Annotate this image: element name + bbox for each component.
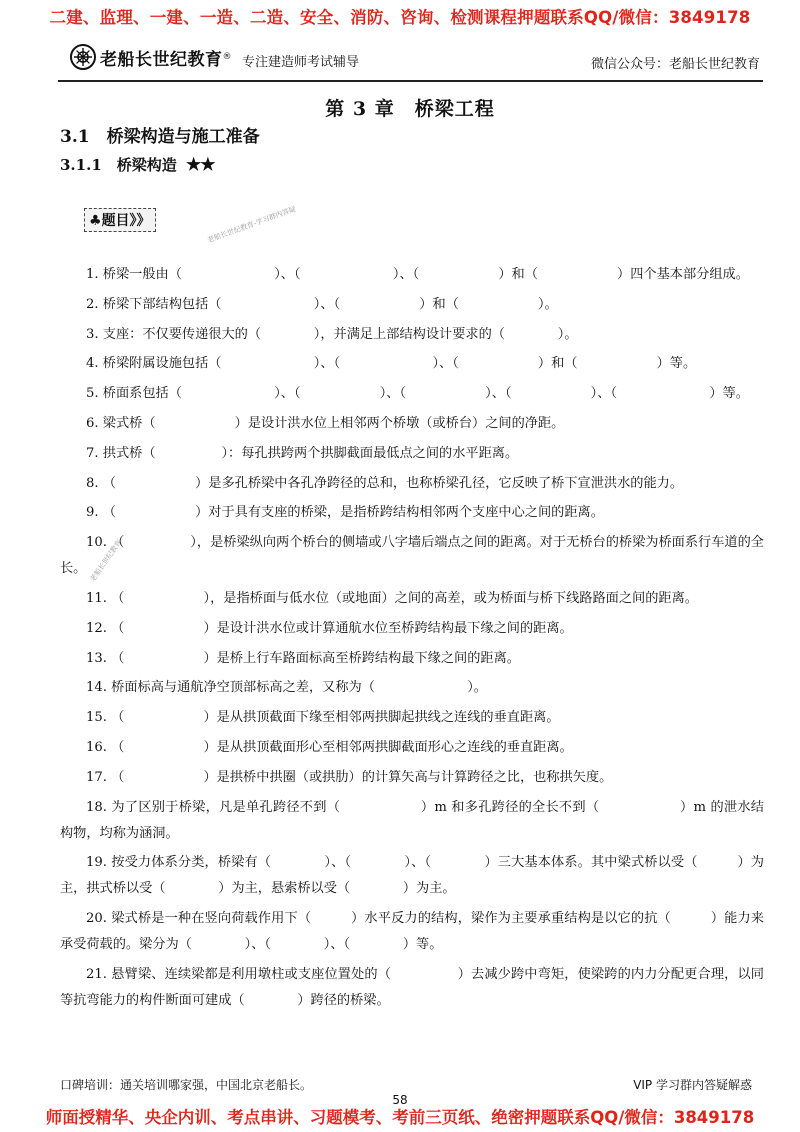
wechat-account: 微信公众号：老船长世纪教育 [590,57,760,72]
question-item: 3. 支座：不仅要传递很大的（ ），并满足上部结构设计要求的（ ）。 [86,326,578,342]
watermark: 老船长世纪教育-学习群内答疑 [206,204,297,245]
importance-stars: ★★ [186,155,215,175]
brand-logo [70,44,232,70]
top-banner: 二建、监理、一建、一造、二造、安全、消防、咨询、检测课程押题联系QQ/微信：3849178 [49,8,751,27]
question-item: 6. 梁式桥（ ）是设计洪水位上相邻两个桥墩（或桥台）之间的净距。 [86,415,565,431]
question-item: 2. 桥梁下部结构包括（ ）、（ ）和（ ）。 [86,296,558,312]
question-item: 1. 桥梁一般由（ ）、（ ）、（ ）和（ ）四个基本部分组成。 [86,267,749,282]
registered-mark: ® [222,52,232,62]
footer-slogan: 口碑培训：通关培训哪家强，中国北京老船长。 [60,1078,313,1092]
question-item: 21. 悬臂梁、连续梁都是利用墩柱或支座位置处的（ ）去减少跨中弯矩，使梁跨的内力分配更合理，以同等抗弯能力的构件断面可建成（ ）跨径的桥梁。 [60,966,764,1008]
tag-icon: ♣ [89,213,102,229]
question-item: 7. 拱式桥（ ）：每孔拱跨两个拱脚截面最低点之间的水平距离。 [86,445,519,461]
question-item: 19. 按受力体系分类，桥梁有（ ）、（ ）、（ ）三大基本体系。其中梁式桥以受（ ）为主，拱式桥以受（ ）为主，悬索桥以受（ ）为主。 [60,855,764,897]
question-tag [84,208,156,232]
question-item: 4. 桥梁附属设施包括（ ）、（ ）、（ ）和（ ）等。 [86,356,697,372]
section-title: 3.1 桥梁构造与施工准备 [60,127,260,147]
page-number: 58 [392,1093,408,1107]
header-divider [58,80,763,82]
header-slogan: 专注建造师考试辅导 [242,55,360,70]
question-item: 5. 桥面系包括（ ）、（ ）、（ ）、（ ）、（ ）等。 [86,386,749,402]
bottom-banner: 师面授精华、央企内训、考点串讲、习题模考、考前三页纸、绝密押题联系QQ/微信：3849178 [45,1108,755,1127]
question-item: 15. （ ）是从拱顶截面下缘至相邻两拱脚起拱线之连线的垂直距离。 [86,710,560,726]
side-watermark: 老船长世纪教育 [88,538,124,584]
page-header [70,44,760,76]
logo-text: 老船长世纪教育 [100,49,223,70]
question-item: 10. （ ），是桥梁纵向两个桥台的侧墙或八字墙后端点之间的距离。对于无桥台的桥梁为桥面系行车道的全长。 [60,535,764,577]
question-item: 11. （ ），是指桥面与低水位（或地面）之间的高差，或为桥面与桥下线路路面之间的距离。 [86,590,698,606]
chapter-title: 第 3 章 桥梁工程 [325,98,495,120]
question-item: 8. （ ）是多孔桥梁中各孔净跨径的总和，也称桥梁孔径，它反映了桥下宣泄洪水的能力。 [86,475,684,491]
question-item: 9. （ ）对于具有支座的桥梁，是指桥跨结构相邻两个支座中心之间的距离。 [86,505,604,521]
question-item: 20. 梁式桥是一种在竖向荷载作用下（ ）水平反力的结构，梁作为主要承重结构是以它的抗（ ）能力来承受荷载的。梁分为（ ）、（ ）、（ ）等。 [60,911,764,953]
footer-note: VIP 学习群内答疑解惑 [633,1078,752,1092]
ship-wheel-icon [70,44,96,70]
question-item: 17. （ ）是拱桥中拱圈（或拱肋）的计算矢高与计算跨径之比，也称拱矢度。 [86,769,613,785]
question-item: 18. 为了区别于桥梁，凡是单孔跨径不到（ ）m 和多孔跨径的全长不到（ ）m 的泄水结构物，均称为涵洞。 [60,799,764,841]
question-item: 12. （ ）是设计洪水位或计算通航水位至桥跨结构最下缘之间的距离。 [86,620,573,636]
question-list [60,262,764,1018]
question-item: 13. （ ）是桥上行车路面标高至桥跨结构最下缘之间的距离。 [86,650,520,666]
question-item: 14. 桥面标高与通航净空顶部标高之差，又称为（ ）。 [86,680,487,696]
question-tag-label: 题目》》 [101,213,151,229]
subsection-title [60,154,214,175]
subsection-label: 3.1.1 桥梁构造 [60,156,177,174]
question-item: 16. （ ）是从拱顶截面形心至相邻两拱脚截面形心之连线的垂直距离。 [86,739,573,755]
